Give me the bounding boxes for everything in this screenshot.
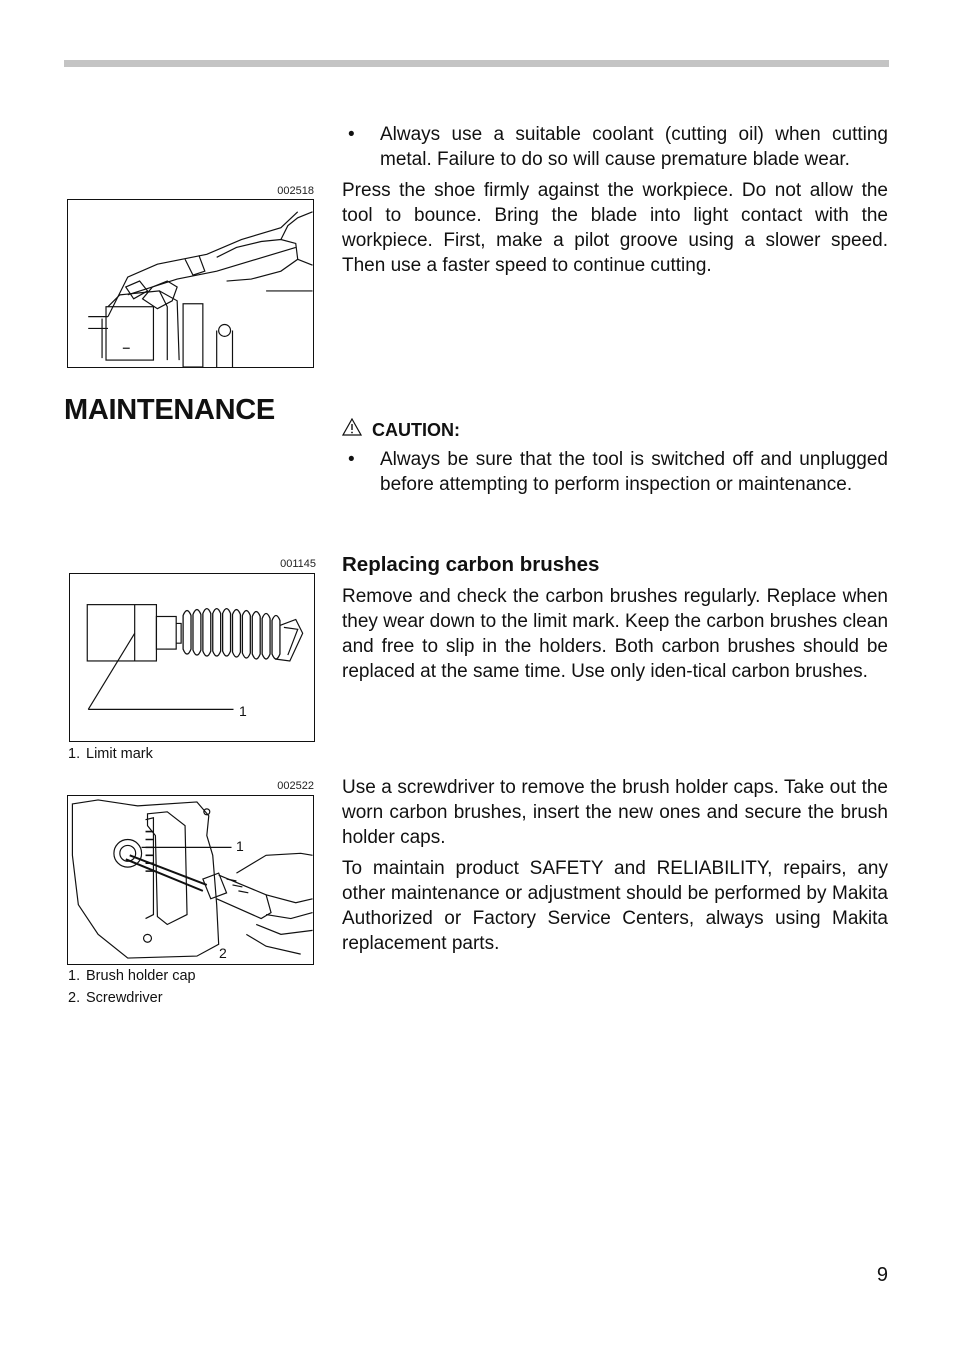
legend-text: Limit mark	[86, 746, 153, 762]
legend-number: 2.	[68, 990, 81, 1006]
legend-item	[68, 987, 196, 1009]
subheading: Replacing carbon brushes	[342, 553, 600, 576]
callout-screwdriver: 2	[219, 945, 227, 961]
caution-label: CAUTION:	[372, 420, 460, 440]
legend-text: Brush holder cap	[86, 968, 196, 984]
legend-number: 1.	[68, 746, 81, 762]
figure-code: 001145	[280, 558, 316, 570]
brush-holder-illustration	[67, 795, 314, 965]
bullet-dot: •	[348, 124, 355, 145]
legend-item	[68, 743, 153, 765]
legend-text: Screwdriver	[86, 990, 163, 1006]
coolant-bullet	[342, 122, 888, 172]
section-title: MAINTENANCE	[64, 394, 275, 426]
carbon-brush-illustration	[69, 573, 315, 742]
figure-code: 002522	[277, 780, 314, 792]
page-number: 9	[876, 1264, 888, 1286]
unplug-bullet	[342, 447, 888, 497]
figure-code: 002518	[277, 185, 314, 197]
warning-triangle-icon	[342, 418, 362, 443]
figure-legend	[68, 743, 153, 765]
shoe-paragraph: Press the shoe firmly against the workpiece. Do not allow the tool to bounce. Bring the blade into light contact with the workpiece. First, make a pilot groove using a slower speed. Then use a faster speed to continue cutting.	[342, 180, 888, 276]
bullet-text: Always use a suitable coolant (cutting oil) when cutting metal. Failure to do so will cause premature blade wear.	[380, 124, 888, 170]
remove-paragraph: Remove and check the carbon brushes regularly. Replace when they wear down to the limit mark. Keep the carbon brushes clean and free to slip in the holders. Both carbon brushes should be replaced at the same time. Use only iden-tical carbon brushes.	[342, 586, 889, 682]
figure-legend	[68, 965, 196, 1009]
screwdriver-paragraph: Use a screwdriver to remove the brush holder caps. Take out the worn carbon brushes, insert the new ones and secure the brush holder caps.	[342, 777, 888, 848]
caution-heading	[342, 418, 888, 443]
safety-paragraph: To maintain product SAFETY and RELIABILITY, repairs, any other maintenance or adjustment should be performed by Makita Authorized or Factory Service Centers, always using Makita replacement parts.	[342, 858, 888, 954]
legend-item	[68, 965, 196, 987]
header-rule	[64, 60, 889, 67]
saw-cutting-illustration	[67, 199, 314, 368]
bullet-dot: •	[348, 449, 355, 470]
callout-brush-holder-cap: 1	[236, 838, 244, 854]
legend-number: 1.	[68, 968, 81, 984]
bullet-text: Always be sure that the tool is switched off and unplugged before attempting to perform inspection or maintenance.	[380, 449, 888, 495]
callout-limit-mark: 1	[239, 703, 247, 719]
